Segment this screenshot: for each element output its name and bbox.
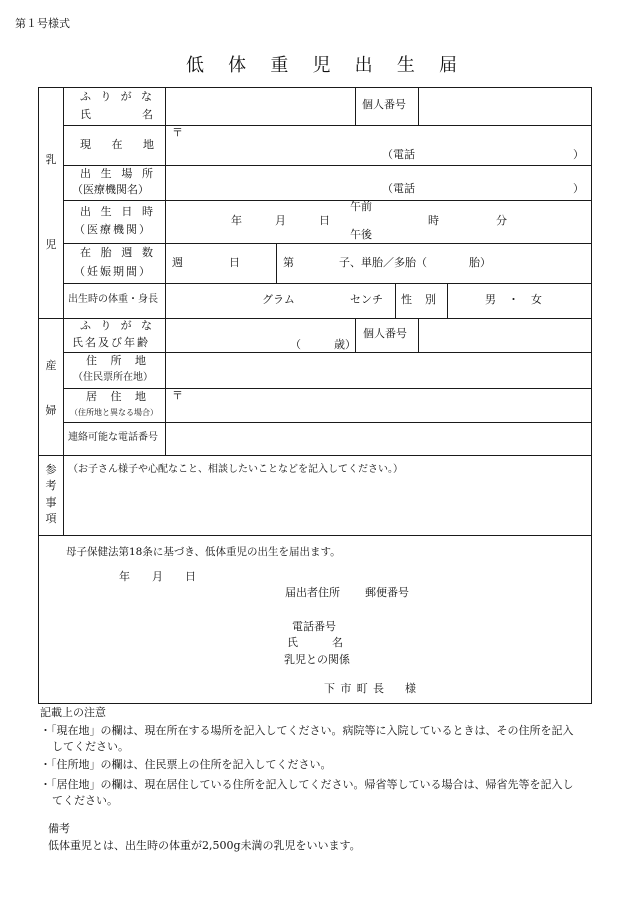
current-location-label: 現 在 地 — [80, 138, 154, 151]
mother-age-open: （ — [290, 338, 301, 351]
section-label-char: 参 — [45, 463, 57, 476]
am-label: 午前 — [350, 200, 372, 213]
table-rule — [38, 703, 592, 704]
current-location-phone-close: ） — [573, 148, 584, 161]
table-rule — [395, 283, 396, 318]
postal-code-label: 郵便番号 — [365, 586, 409, 599]
notifier-phone-label: 電話番号 — [292, 620, 336, 633]
mother-age-close: 歳） — [334, 338, 356, 351]
section-label-char: 婦 — [45, 404, 57, 417]
table-rule — [38, 455, 591, 456]
sex-label: 性 別 — [401, 293, 436, 306]
birth-order-prefix: 第 — [283, 256, 294, 269]
table-rule — [38, 535, 591, 536]
infant-name-field — [166, 88, 355, 125]
current-location-field — [166, 126, 591, 165]
centimeters-unit: センチ — [350, 293, 383, 306]
section-label-char: 考 — [45, 479, 57, 492]
notes-text: 低体重児とは、出生時の体重が2,500g未満の乳児をいいます。 — [48, 839, 361, 852]
infant-furigana-label: ふ り が な — [80, 90, 152, 103]
notifier-address-label: 届出者住所 — [285, 586, 340, 599]
grams-unit: グラム — [262, 293, 295, 306]
current-location-phone-open: （電話 — [382, 148, 415, 161]
mother-residence-label: 居 住 地 — [86, 390, 146, 403]
table-rule — [63, 283, 591, 284]
birth-hour-label: 時 — [428, 214, 439, 227]
relation-to-infant-label: 乳児との関係 — [284, 653, 350, 666]
birth-datetime-sub-label: （医療機関） — [74, 223, 152, 236]
remarks-prompt: （お子さん様子や心配なこと、相談したいことなどを記入してください。） — [68, 464, 403, 475]
infant-name-label: 氏 名 — [80, 108, 153, 121]
addressee: 下 市 町 長 — [324, 682, 384, 695]
table-rule — [38, 87, 39, 703]
mother-furigana-label: ふ り が な — [80, 319, 152, 332]
birth-month-label: 月 — [275, 214, 286, 227]
gestation-days-label: 日 — [229, 256, 240, 269]
mother-name-age-label: 氏名及び年齢 — [72, 336, 150, 349]
section-label-char: 項 — [45, 512, 57, 525]
birthplace-phone-close: ） — [573, 182, 584, 195]
notes-heading: 備考 — [48, 822, 70, 835]
form-number: 第１号様式 — [15, 17, 70, 30]
notifier-name-label: 氏 名 — [287, 636, 343, 649]
instruction-line: してください。 — [52, 740, 129, 753]
mother-address-field — [166, 353, 591, 388]
table-rule — [276, 243, 277, 283]
mother-residence-field — [166, 389, 591, 422]
mother-phone-field — [166, 423, 591, 455]
pm-label: 午後 — [350, 228, 372, 241]
section-label-char: 乳 — [45, 153, 57, 166]
birthplace-sub-label: （医療機関名） — [72, 183, 149, 196]
instruction-line: ・「住所地」の欄は、住民票上の住所を記入してください。 — [40, 758, 332, 771]
birthplace-phone-open: （電話 — [382, 182, 415, 195]
instructions-heading: 記載上の注意 — [40, 706, 106, 719]
sex-options: 男 ・ 女 — [485, 293, 542, 306]
birth-order-mid: 子、単胎／多胎（ — [339, 256, 427, 269]
instruction-line: ・「居住地」の欄は、現在居住している住所を記入してください。帰省等している場合は、帰省先等を記入し — [40, 778, 574, 791]
mother-residence-sub-label: （住所地と異なる場合） — [70, 408, 158, 417]
birth-datetime-label: 出 生 日 時 — [80, 205, 153, 218]
mother-phone-label: 連絡可能な電話番号 — [68, 432, 158, 443]
table-rule — [447, 283, 448, 318]
section-label-char: 児 — [45, 238, 57, 251]
infant-my-number-field — [419, 88, 591, 125]
table-rule — [63, 200, 591, 201]
gestation-label: 在 胎 週 数 — [80, 246, 153, 259]
postal-mark: 〒 — [172, 126, 183, 139]
mother-name-age-field — [166, 319, 355, 352]
birthplace-field — [166, 166, 591, 200]
declaration-year-label: 年 — [119, 570, 130, 583]
table-rule — [591, 87, 592, 704]
birth-day-label: 日 — [319, 214, 330, 227]
mother-my-number-field — [419, 319, 591, 352]
birth-minute-label: 分 — [496, 214, 507, 227]
section-label-char: 産 — [45, 359, 57, 372]
infant-my-number-label: 個人番号 — [362, 98, 406, 111]
addressee-honorific: 様 — [405, 682, 416, 695]
mother-address-sub-label: （住民票所在地） — [73, 372, 153, 383]
remarks-field — [64, 480, 591, 535]
instruction-line: てください。 — [52, 794, 118, 807]
instruction-line: ・「現在地」の欄は、現在所在する場所を記入してください。病院等に入院しているときは、その住所を記入 — [40, 724, 574, 737]
gestation-sub-label: （妊娠期間） — [74, 265, 152, 278]
table-rule — [355, 87, 356, 125]
section-label-char: 事 — [45, 496, 57, 509]
gestation-weeks-label: 週 — [172, 256, 183, 269]
birthplace-label: 出 生 場 所 — [80, 167, 153, 180]
birth-order-suffix: 胎） — [469, 256, 491, 269]
declaration-statement: 母子保健法第18条に基づき、低体重児の出生を届出ます。 — [66, 546, 341, 558]
postal-mark: 〒 — [172, 389, 183, 402]
declaration-day-label: 日 — [185, 570, 196, 583]
weight-height-label: 出生時の体重・身長 — [68, 294, 158, 305]
form-title: 低 体 重 児 出 生 届 — [186, 55, 457, 76]
birth-year-label: 年 — [231, 214, 242, 227]
mother-address-label: 住 所 地 — [86, 354, 146, 367]
mother-my-number-label: 個人番号 — [363, 327, 407, 340]
declaration-month-label: 月 — [152, 570, 163, 583]
table-rule — [63, 87, 64, 535]
table-rule — [63, 243, 591, 244]
